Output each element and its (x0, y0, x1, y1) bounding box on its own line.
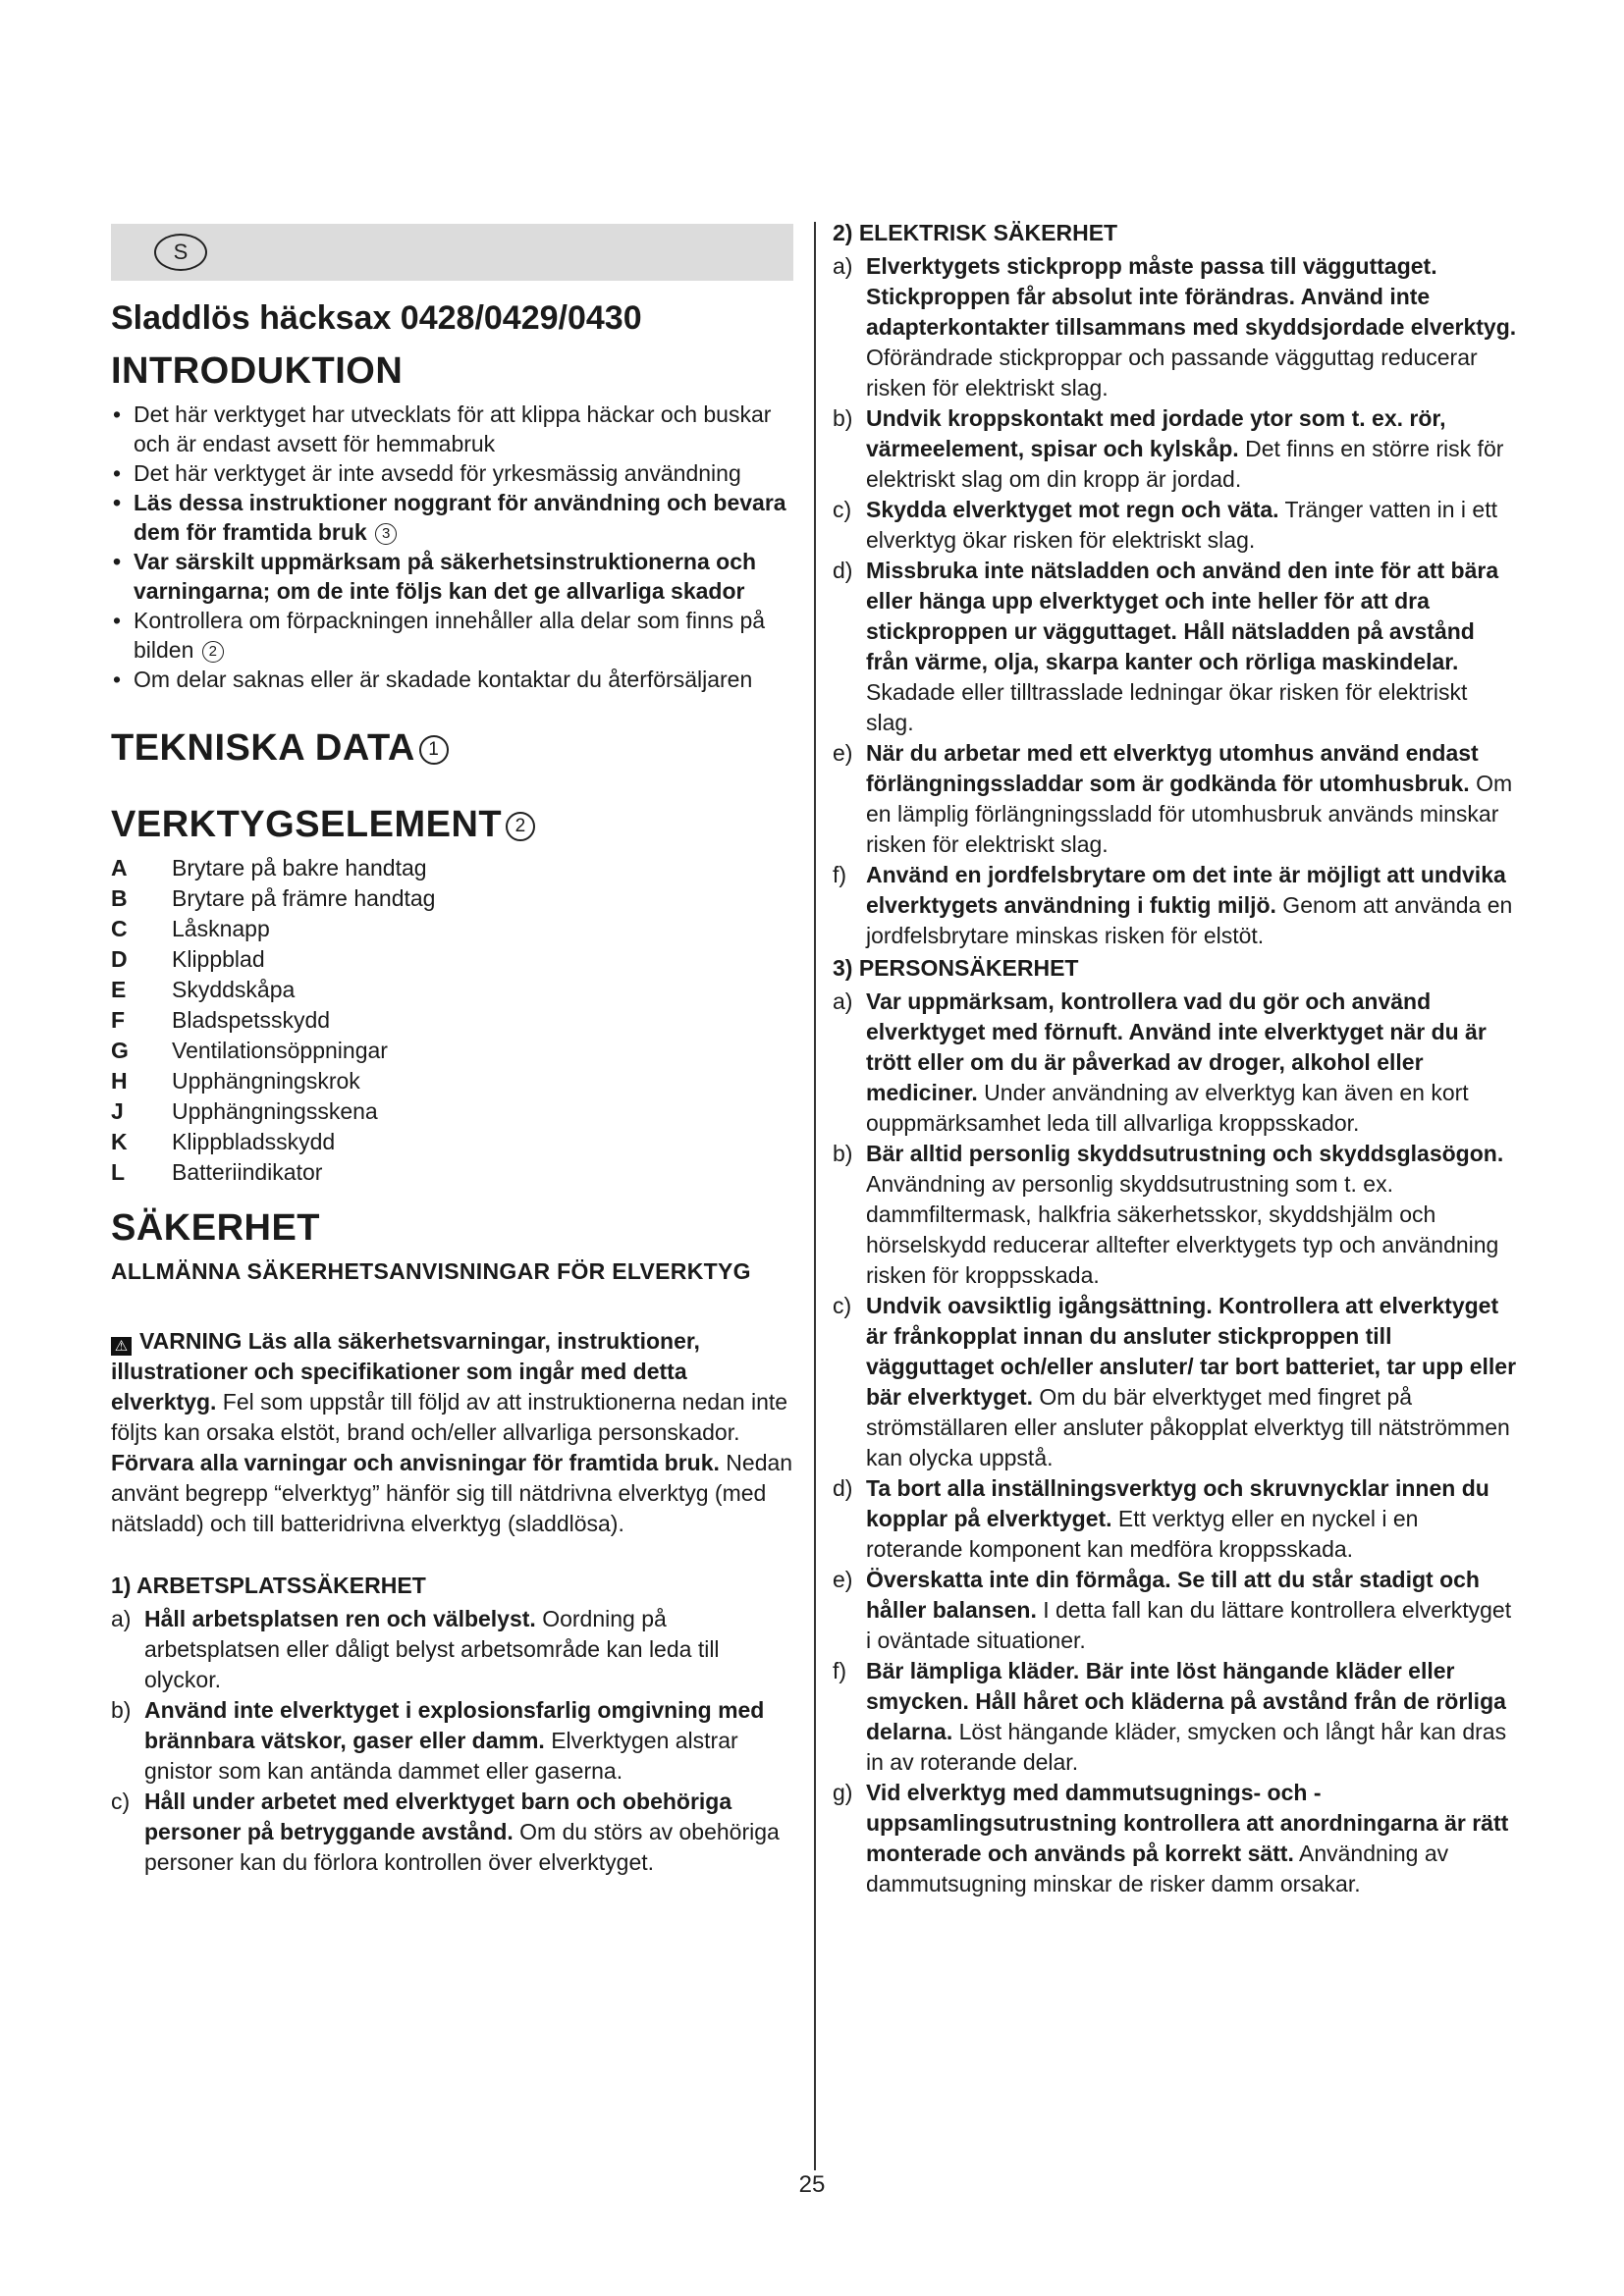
intro-bullet-list (111, 400, 795, 694)
safety-item (833, 1291, 1520, 1473)
safety-item-bold: Använd en jordfelsbrytare om det inte är möjligt att undvika elverktygets användning i fuktig miljö. (866, 862, 1506, 918)
left-column (111, 297, 795, 1878)
safety-item-mark: c) (833, 1293, 852, 1318)
safety-item-text: Om en lämplig förlängningssladd för utomhusbruk används minskar risken för elektriskt slag. (866, 771, 1513, 857)
safety-item-bold: Bär lämpliga kläder. Bär inte löst hängande kläder eller smycken. Håll håret och kläderna på avstånd från de rörliga delarna. (866, 1658, 1506, 1744)
safety-item-mark: f) (833, 862, 847, 887)
intro-bullet (111, 665, 795, 694)
tool-element-row (111, 914, 795, 944)
electrical-safety-list (833, 251, 1520, 951)
safety-item (833, 860, 1520, 951)
warning-text-1: Fel som uppstår till följd av att instruktionerna nedan inte följts kan orsaka elstöt, brand och/eller allvarliga personskador. (111, 1389, 788, 1445)
tool-element-label: Brytare på främre handtag (172, 885, 436, 911)
tool-element-letter: B (111, 885, 128, 911)
safety-item-mark: a) (833, 253, 853, 279)
safety-item-mark: b) (833, 405, 853, 431)
safety-item-mark: a) (833, 988, 853, 1014)
intro-bullet-text: Var särskilt uppmärksam på säkerhetsinstruktionerna och varningarna; om de inte följs kan det ge allvarliga skador (134, 549, 757, 604)
safety-item-mark: b) (111, 1697, 132, 1723)
safety-item-mark: b) (833, 1141, 853, 1166)
safety-item-bold: Bär alltid personlig skyddsutrustning och skyddsglasögon. (866, 1141, 1504, 1166)
general-safety-subheading: ALLMÄNNA SÄKERHETSANVISNINGAR FÖR ELVERKTYG (111, 1258, 751, 1284)
tool-element-row (111, 883, 795, 914)
language-bar (111, 224, 793, 281)
warning-text-2: Nedan använt begrepp “elverktyg” hänför sig till nätdrivna elverktyg (med nätsladd) och till batteridrivna elverktyg (sladdlösa). (111, 1450, 793, 1536)
safety-item (111, 1695, 795, 1787)
intro-bullet-text: Om delar saknas eller är skadade kontaktar du återförsäljaren (134, 667, 753, 692)
tool-element-letter: H (111, 1068, 128, 1094)
tech-data-heading (111, 725, 795, 771)
tool-element-row (111, 1157, 795, 1188)
safety-item-text: Om du störs av obehöriga personer kan du förlora kontrollen över elverktyget. (144, 1819, 780, 1875)
safety-item-bold: Överskatta inte din förmåga. Se till att du står stadigt och håller balansen. (866, 1567, 1480, 1623)
safety-item-text: Genom att använda en jordfelsbrytare minskas risken för elstöt. (866, 892, 1513, 948)
safety-item-mark: c) (833, 497, 852, 522)
safety-item-text: I detta fall kan du lättare kontrollera elverktyget i oväntade situationer. (866, 1597, 1512, 1653)
work-area-safety-list (111, 1604, 795, 1878)
safety-item-text: Användning av personlig skyddsutrustning som t. ex. dammfiltermask, halkfria säkerhetsskor, skyddshjälm och hörselskydd reducerar alltefter elverktygets typ och användning risken för kroppsskada. (866, 1171, 1499, 1288)
tool-element-row (111, 975, 795, 1005)
warning-triangle-icon: ⚠ (111, 1337, 132, 1356)
intro-bullet (111, 400, 795, 458)
safety-item (833, 1473, 1520, 1565)
safety-item-mark: d) (833, 558, 853, 583)
right-column (833, 218, 1520, 1899)
tool-element-label: Klippbladsskydd (172, 1129, 336, 1154)
tool-element-row (111, 944, 795, 975)
safety-item-bold: Var uppmärksam, kontrollera vad du gör och använd elverktyget med förnuft. Använd inte elverktyget när du är trött eller om du är påverkad av droger, alkohol eller mediciner. (866, 988, 1487, 1105)
safety-item-bold: Vid elverktyg med dammutsugnings- och -uppsamlingsutrustning kontrollera att anordningarna är rätt monterade och används på korrekt sätt. (866, 1780, 1509, 1866)
safety-item-text: Det finns en större risk för elektriskt slag om din kropp är jordad. (866, 436, 1504, 492)
safety-item-mark: g) (833, 1780, 853, 1805)
intro-bullet-text: Kontrollera om förpackningen innehåller alla delar som finns på bilden (134, 608, 766, 663)
tool-element-label: Låsknapp (172, 916, 270, 941)
tool-element-letter: F (111, 1007, 126, 1033)
tool-element-label: Brytare på bakre handtag (172, 855, 427, 881)
safety-item-mark: e) (833, 740, 853, 766)
safety-item-text: Oförändrade stickproppar och passande vägguttag reducerar risken för elektriskt slag. (866, 345, 1478, 400)
column-divider (814, 222, 816, 2170)
tool-element-label: Ventilationsöppningar (172, 1038, 388, 1063)
safety-item-bold: Undvik oavsiktlig igångsättning. Kontrollera att elverktyget är frånkopplat innan du ansluter stickproppen till vägguttaget och/eller ansluter/ tar bort batteriet, tar upp eller bär elverktyget. (866, 1293, 1517, 1410)
intro-bullet-text: Det här verktyget är inte avsedd för yrkesmässig användning (134, 460, 741, 486)
safety-item-text: Skadade eller tilltrasslade ledningar ökar risken för elektriskt slag. (866, 679, 1468, 735)
safety-item (833, 403, 1520, 495)
intro-bullet (111, 547, 795, 606)
tool-element-row (111, 1066, 795, 1096)
tool-element-label: Upphängningskrok (172, 1068, 360, 1094)
tool-element-letter: E (111, 977, 127, 1002)
tool-element-label: Batteriindikator (172, 1159, 323, 1185)
safety-item-bold: Håll arbetsplatsen ren och välbelyst. (144, 1606, 536, 1631)
tool-element-letter: D (111, 946, 128, 972)
intro-bullet-text: Det här verktyget har utvecklats för att klippa häckar och buskar och är endast avsett för hemmabruk (134, 401, 772, 456)
safety-item-mark: a) (111, 1606, 132, 1631)
safety-item-bold: Missbruka inte nätsladden och använd den inte för att bära eller hänga upp elverktyget och inte heller för att dra stickproppen ur vägguttaget. Håll nätsladden på avstånd från värme, olja, skarpa kanter och rörliga maskindelar. (866, 558, 1499, 674)
tool-element-letter: C (111, 916, 128, 941)
safety-item-text: Tränger vatten in i ett elverktyg ökar risken för elektriskt slag. (866, 497, 1497, 553)
tool-element-label: Skyddskåpa (172, 977, 296, 1002)
warning-paragraph (111, 1326, 795, 1539)
tool-element-letter: K (111, 1129, 128, 1154)
figure-ref: 2 (202, 641, 224, 663)
safety-item-bold: Elverktygets stickpropp måste passa till vägguttaget. Stickproppen får absolut inte förändras. Använd inte adapterkontakter tillsammans med skyddsjordade elverktyg. (866, 253, 1517, 340)
warning-bold-2: Förvara alla varningar och anvisningar för framtida bruk. (111, 1450, 720, 1475)
safety-item (833, 738, 1520, 860)
personal-safety-list (833, 987, 1520, 1899)
safety-item-mark: c) (111, 1789, 131, 1814)
intro-bullet (111, 488, 795, 547)
figure-ref: 3 (375, 523, 397, 545)
tool-element-row (111, 853, 795, 883)
tool-element-letter: L (111, 1159, 126, 1185)
safety-item-mark: e) (833, 1567, 853, 1592)
language-code-badge: S (154, 234, 207, 271)
tech-data-heading-text: TEKNISKA DATA (111, 727, 415, 769)
intro-bullet (111, 458, 795, 488)
product-title: Sladdlös häcksax 0428/0429/0430 (111, 299, 642, 337)
safety-item-text: Ett verktyg eller en nyckel i en roterande komponent kan medföra kroppsskada. (866, 1506, 1419, 1562)
page-number: 25 (798, 2171, 826, 2198)
safety-item-mark: f) (833, 1658, 847, 1683)
electrical-safety-heading: 2) ELEKTRISK SÄKERHET (833, 220, 1118, 245)
safety-item-bold: Håll under arbetet med elverktyget barn och obehöriga personer på betryggande avstånd. (144, 1789, 732, 1844)
safety-item-bold: Ta bort alla inställningsverktyg och skruvnycklar innen du kopplar på elverktyget. (866, 1475, 1489, 1531)
work-area-safety-heading: 1) ARBETSPLATSSÄKERHET (111, 1573, 426, 1598)
tool-elements-list (111, 853, 795, 1188)
intro-bullet (111, 606, 795, 665)
safety-item-text: Under användning av elverktyg kan även en kort ouppmärksamhet leda till allvarliga kroppsskador. (866, 1080, 1469, 1136)
safety-item-bold: Skydda elverktyget mot regn och väta. (866, 497, 1279, 522)
safety-item (833, 251, 1520, 403)
personal-safety-heading: 3) PERSONSÄKERHET (833, 955, 1079, 981)
tool-element-row (111, 1036, 795, 1066)
safety-item (833, 556, 1520, 738)
safety-item-text: Användning av dammutsugning minskar de risker damm orsakar. (866, 1841, 1449, 1896)
safety-item (833, 495, 1520, 556)
safety-item (111, 1604, 795, 1695)
figure-ref-2: 2 (506, 812, 535, 841)
figure-ref-1: 1 (419, 735, 449, 765)
safety-item (833, 987, 1520, 1139)
safety-item (111, 1787, 795, 1878)
tool-element-row (111, 1096, 795, 1127)
tool-element-letter: A (111, 855, 128, 881)
tool-element-letter: J (111, 1098, 124, 1124)
tool-elements-heading (111, 802, 795, 847)
safety-item-bold: När du arbetar med ett elverktyg utomhus använd endast förlängningssladdar som är godkända för utomhusbruk. (866, 740, 1479, 796)
intro-bullet-text: Läs dessa instruktioner noggrant för användning och bevara dem för framtida bruk (134, 490, 786, 545)
warning-bold-1: VARNING Läs alla säkerhetsvarningar, instruktioner, illustrationer och specifikationer som ingår med detta elverktyg. (111, 1328, 700, 1415)
safety-heading: SÄKERHET (111, 1207, 321, 1249)
safety-item (833, 1139, 1520, 1291)
safety-item-text: Oordning på arbetsplatsen eller dåligt belyst arbetsområde kan leda till olyckor. (144, 1606, 720, 1692)
tool-element-label: Bladspetsskydd (172, 1007, 331, 1033)
tool-element-label: Klippblad (172, 946, 265, 972)
safety-item (833, 1656, 1520, 1778)
tool-elements-heading-text: VERKTYGSELEMENT (111, 804, 503, 845)
tool-element-row (111, 1127, 795, 1157)
safety-item-text: Löst hängande kläder, smycken och långt hår kan dras in av roterande delar. (866, 1719, 1507, 1775)
safety-item-text: Om du bär elverktyget med fingret på strömställaren eller ansluter påkopplat elverktyg till nätströmmen kan olycka uppstå. (866, 1384, 1510, 1470)
safety-item-bold: Undvik kroppskontakt med jordade ytor som t. ex. rör, värmeelement, spisar och kylskåp. (866, 405, 1446, 461)
safety-item-text: Elverktygen alstrar gnistor som kan antända dammet eller gaserna. (144, 1728, 738, 1784)
safety-item-bold: Använd inte elverktyget i explosionsfarlig omgivning med brännbara vätskor, gaser eller damm. (144, 1697, 765, 1753)
tool-element-label: Upphängningsskena (172, 1098, 378, 1124)
tool-element-row (111, 1005, 795, 1036)
safety-item (833, 1778, 1520, 1899)
tool-element-letter: G (111, 1038, 129, 1063)
safety-item-mark: d) (833, 1475, 853, 1501)
safety-item (833, 1565, 1520, 1656)
intro-heading: INTRODUKTION (111, 350, 404, 392)
